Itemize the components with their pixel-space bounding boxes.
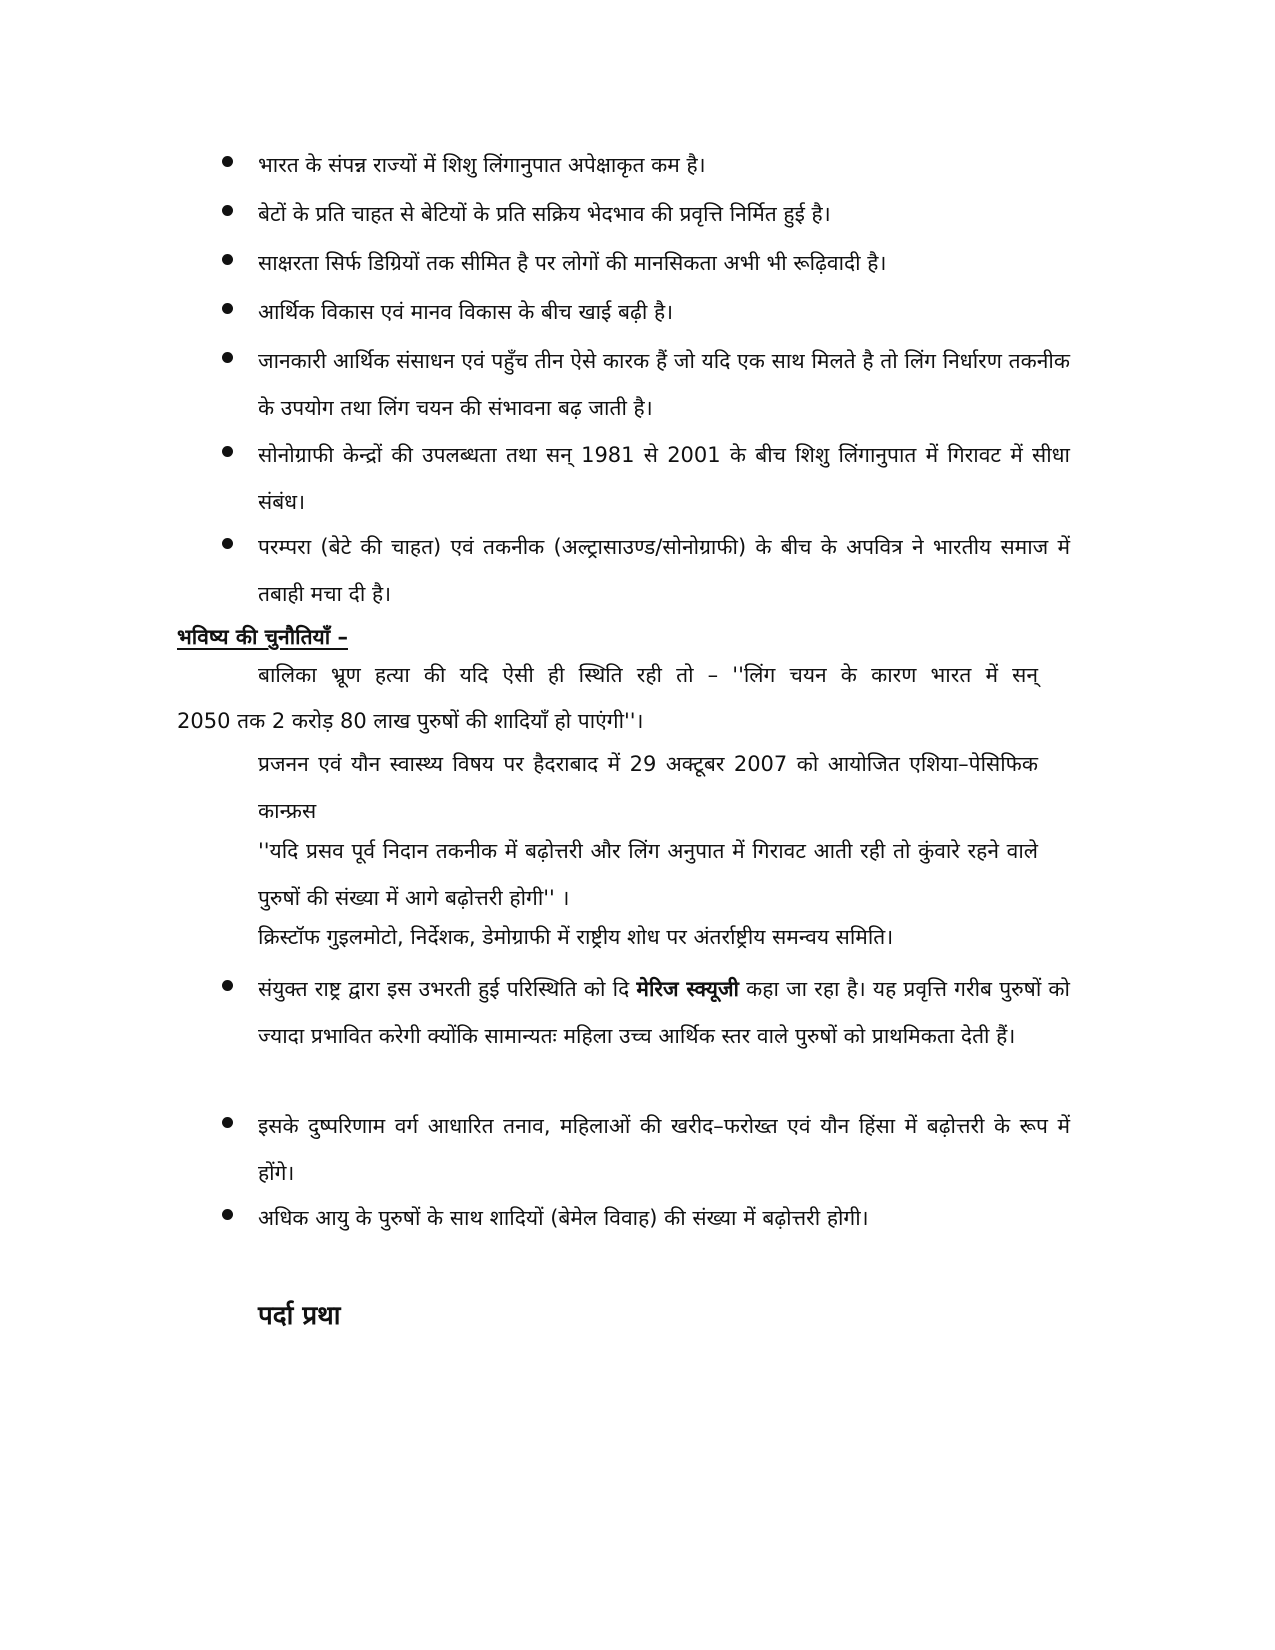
paragraph-line: 2050 तक 2 करोड़ 80 लाख पुरुषों की शादियाँ हो पाएंगी''। [177, 709, 644, 733]
attribution-paragraph: क्रिस्टॉफ गुइलमोटो, निर्देशक, डेमोग्राफी में राष्ट्रीय शोध पर अंतर्राष्ट्रीय समन्वय समिति। [258, 925, 894, 949]
list-item-text-part: कहा जा रहा है। यह प्रवृत्ति गरीब पुरुषों को ज्यादा प्रभावित करेगी क्योंकि सामान्यतः महिला उच्च आर्थिक स्तर वाले पुरुषों को प्राथमिकता देती हैं। [258, 977, 1070, 1048]
list-item-text: सोनोग्राफी केन्द्रों की उपलब्धता तथा सन् 1981 से 2001 के बीच शिशु लिंगानुपात में गिरावट में सीधा संबंध। [258, 443, 1070, 514]
list-item-text: परम्परा (बेटे की चाहत) एवं तकनीक (अल्ट्रासाउण्ड/सोनोग्राफी) के बीच के अपवित्र ने भारतीय समाज में तबाही मचा दी है। [258, 535, 1070, 606]
list-item-text: बेटों के प्रति चाहत से बेटियों के प्रति सक्रिय भेदभाव की प्रवृत्ति निर्मित हुई है। [258, 202, 831, 226]
list-item-text: भारत के संपन्न राज्यों में शिशु लिंगानुपात अपेक्षाकृत कम है। [258, 153, 706, 177]
bullet-icon [222, 156, 233, 167]
quote-paragraph: ''यदि प्रसव पूर्व निदान तकनीक में बढ़ोत्तरी और लिंग अनुपात में गिरावट आती रही तो कुंवारे रहने वाले पुरुषों की संख्या में आगे बढ़ोत्तरी होगी'' । [258, 839, 1038, 910]
bullet-icon [222, 303, 233, 314]
section-heading-future-text: भविष्य की चुनौतियाँ – [177, 625, 348, 649]
section-heading-purdah: पर्दा प्रथा [258, 1301, 341, 1331]
list-item-text: आर्थिक विकास एवं मानव विकास के बीच खाई बढ़ी है। [258, 300, 674, 324]
bullet-icon [222, 205, 233, 216]
list-item-text: इसके दुष्परिणाम वर्ग आधारित तनाव, महिलाओं की खरीद–फरोख्त एवं यौन हिंसा में बढ़ोत्तरी के रूप में होंगे। [258, 1114, 1070, 1185]
marriage-squeeze-term: मेरिज स्क्यूजी [636, 977, 739, 1001]
list-item-text: जानकारी आर्थिक संसाधन एवं पहुँच तीन ऐसे कारक हैं जो यदि एक साथ मिलते है तो लिंग निर्धारण तकनीक के उपयोग तथा लिंग चयन की संभावना बढ़ जाती है। [258, 349, 1070, 420]
conference-paragraph: प्रजनन एवं यौन स्वास्थ्य विषय पर हैदराबाद में 29 अक्टूबर 2007 को आयोजित एशिया–पेसिफिक कान्फ्रस [258, 752, 1038, 823]
bullet-icon [222, 980, 233, 991]
list-item-text [258, 966, 1070, 1060]
list-item-text: अधिक आयु के पुरुषों के साथ शादियों (बेमेल विवाह) की संख्या में बढ़ोत्तरी होगी। [258, 1206, 869, 1230]
bullet-icon [222, 446, 233, 457]
list-item-text: साक्षरता सिर्फ डिग्रियों तक सीमित है पर लोगों की मानसिकता अभी भी रूढ़िवादी है। [258, 251, 887, 275]
bullet-icon [222, 1117, 233, 1128]
bullet-icon [222, 254, 233, 265]
bullet-icon [222, 538, 233, 549]
paragraph-line: बालिका भ्रूण हत्या की यदि ऐसी ही स्थिति रही तो – ''लिंग चयन के कारण भारत में सन् [258, 663, 1038, 687]
bullet-icon [222, 1209, 233, 1220]
section-heading-future [177, 622, 348, 652]
bullet-icon [222, 352, 233, 363]
list-item-text-part: संयुक्त राष्ट्र द्वारा इस उभरती हुई परिस्थिति को दि [258, 977, 637, 1001]
